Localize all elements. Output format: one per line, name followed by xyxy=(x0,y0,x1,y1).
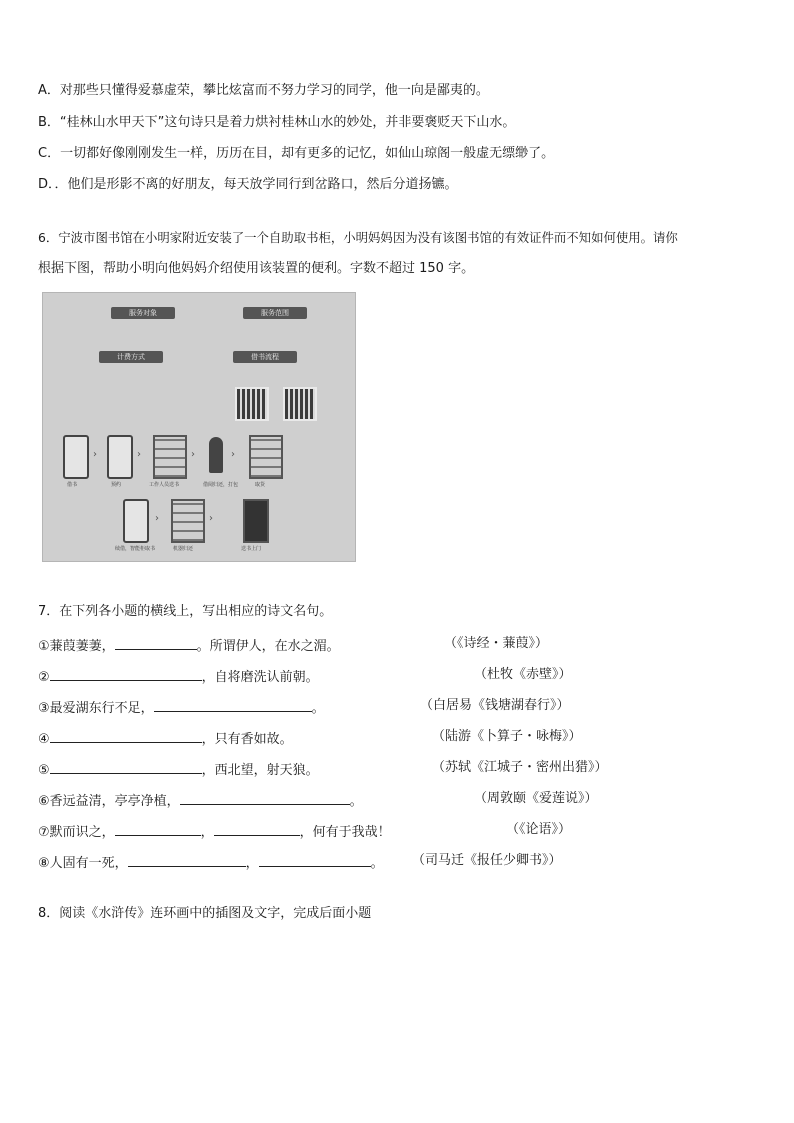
answer-blank[interactable] xyxy=(259,852,371,867)
q7-item-text: ④ xyxy=(38,732,50,747)
answer-blank[interactable] xyxy=(154,697,312,712)
figure-tag-borrow-process: 借书流程 xyxy=(233,351,297,363)
q7-item-6 xyxy=(38,790,363,811)
q7-item-text: 。 xyxy=(311,701,325,716)
q7-item-text: ⑤ xyxy=(38,763,50,778)
phone-icon xyxy=(107,435,133,479)
q7-item-text: 。 xyxy=(349,794,363,809)
arrow-right-icon: › xyxy=(209,513,213,524)
figure-caption: 续借，智能柜取书 xyxy=(115,546,156,552)
q7-item-separator: ， xyxy=(200,825,214,840)
bookshelf-icon xyxy=(153,435,187,479)
answer-blank[interactable] xyxy=(50,666,202,681)
q7-item-text: ⑧人固有一死， xyxy=(38,856,128,871)
q7-item-text: 。 xyxy=(370,856,384,871)
phone-icon xyxy=(63,435,89,479)
q7-item-2 xyxy=(38,666,319,687)
answer-blank[interactable] xyxy=(50,728,202,743)
q7-item-text: ，何有于我哉！ xyxy=(299,825,391,840)
qr-code-icon xyxy=(235,387,269,421)
figure-caption: 送书上门 xyxy=(241,546,262,552)
q6-line1: 6．宁波市图书馆在小明家附近安装了一个自助取书柜，小明妈妈因为没有该图书馆的有效证件而不知如何使用。请你 xyxy=(38,230,678,245)
q7-source: （司马迁《报任少卿书》） xyxy=(412,853,562,868)
q7-source: （周敦颐《爱莲说》） xyxy=(474,791,598,806)
figure-caption: 机器归还 xyxy=(173,546,194,552)
courier-icon xyxy=(209,437,223,473)
arrow-right-icon: › xyxy=(231,449,235,460)
option-b: B．“桂林山水甲天下”这句诗只是着力烘衬桂林山水的妙处，并非要褒贬天下山水。 xyxy=(38,115,516,130)
q7-title: 7．在下列各小题的横线上，写出相应的诗文名句。 xyxy=(38,604,333,619)
option-a: A．对那些只懂得爱慕虚荣，攀比炫富而不努力学习的同学，他一向是鄙夷的。 xyxy=(38,83,489,98)
q7-item-text: ③最爱湖东行不足， xyxy=(38,701,154,716)
answer-blank[interactable] xyxy=(115,635,197,650)
q7-item-text: ，只有香如故。 xyxy=(201,732,293,747)
arrow-right-icon: › xyxy=(191,449,195,460)
figure-tag-service-scope: 服务范围 xyxy=(243,307,307,319)
figure-tag-billing: 计费方式 xyxy=(99,351,163,363)
arrow-right-icon: › xyxy=(93,449,97,460)
q7-item-text: ，西北望，射天狼。 xyxy=(201,763,319,778)
q7-item-3 xyxy=(38,697,325,718)
option-c: C．一切都好像刚刚发生一样，历历在目，却有更多的记忆，如仙山琼阁一般虚无缥缈了。 xyxy=(38,146,555,161)
q7-source: （《论语》） xyxy=(506,822,572,837)
q7-source: （苏轼《江城子・密州出猎》） xyxy=(432,760,608,775)
answer-blank[interactable] xyxy=(214,821,300,836)
q8-title: 8．阅读《水浒传》连环画中的插图及文字，完成后面小题 xyxy=(38,906,372,921)
figure-caption: 借阅归还，打包 xyxy=(203,482,239,488)
arrow-right-icon: › xyxy=(155,513,159,524)
q7-item-8 xyxy=(38,852,384,873)
figure-caption: 借书 xyxy=(67,482,78,488)
figure-caption: 取货 xyxy=(255,482,266,488)
phone-icon xyxy=(123,499,149,543)
q7-source: （杜牧《赤壁》） xyxy=(474,667,572,682)
locker-icon xyxy=(249,435,283,479)
q7-item-4 xyxy=(38,728,293,749)
library-service-figure xyxy=(42,292,356,562)
door-icon xyxy=(243,499,269,543)
q7-item-separator: ， xyxy=(245,856,259,871)
q7-item-text: ①蒹葭萋萋， xyxy=(38,639,115,654)
q7-item-text: ② xyxy=(38,670,50,685)
answer-blank[interactable] xyxy=(180,790,350,805)
answer-blank[interactable] xyxy=(128,852,246,867)
q7-item-text: ⑦默而识之， xyxy=(38,825,115,840)
q7-item-1 xyxy=(38,635,340,656)
answer-blank[interactable] xyxy=(115,821,201,836)
q7-item-5 xyxy=(38,759,319,780)
locker-icon xyxy=(171,499,205,543)
arrow-right-icon: › xyxy=(137,449,141,460)
figure-tag-service-target: 服务对象 xyxy=(111,307,175,319)
q7-item-7 xyxy=(38,821,391,842)
q6-line2: 根据下图，帮助小明向他妈妈介绍使用该装置的便利。字数不超过 150 字。 xyxy=(38,261,475,276)
q7-item-text: 。所谓伊人，在水之湄。 xyxy=(196,639,340,654)
answer-blank[interactable] xyxy=(50,759,202,774)
option-d: D．．他们是形影不离的好朋友，每天放学同行到岔路口，然后分道扬镳。 xyxy=(38,177,458,192)
qr-code-icon xyxy=(283,387,317,421)
figure-caption: 工作人员送书 xyxy=(149,482,180,488)
q7-item-text: ，自将磨洗认前朝。 xyxy=(201,670,319,685)
q7-source: （白居易《钱塘湖春行》） xyxy=(420,698,570,713)
q7-source: （陆游《卜算子・咏梅》） xyxy=(432,729,582,744)
q7-item-text: ⑥香远益清，亭亭净植， xyxy=(38,794,180,809)
figure-caption: 预约 xyxy=(111,482,122,488)
q7-source: （《诗经・蒹葭》） xyxy=(444,636,549,651)
